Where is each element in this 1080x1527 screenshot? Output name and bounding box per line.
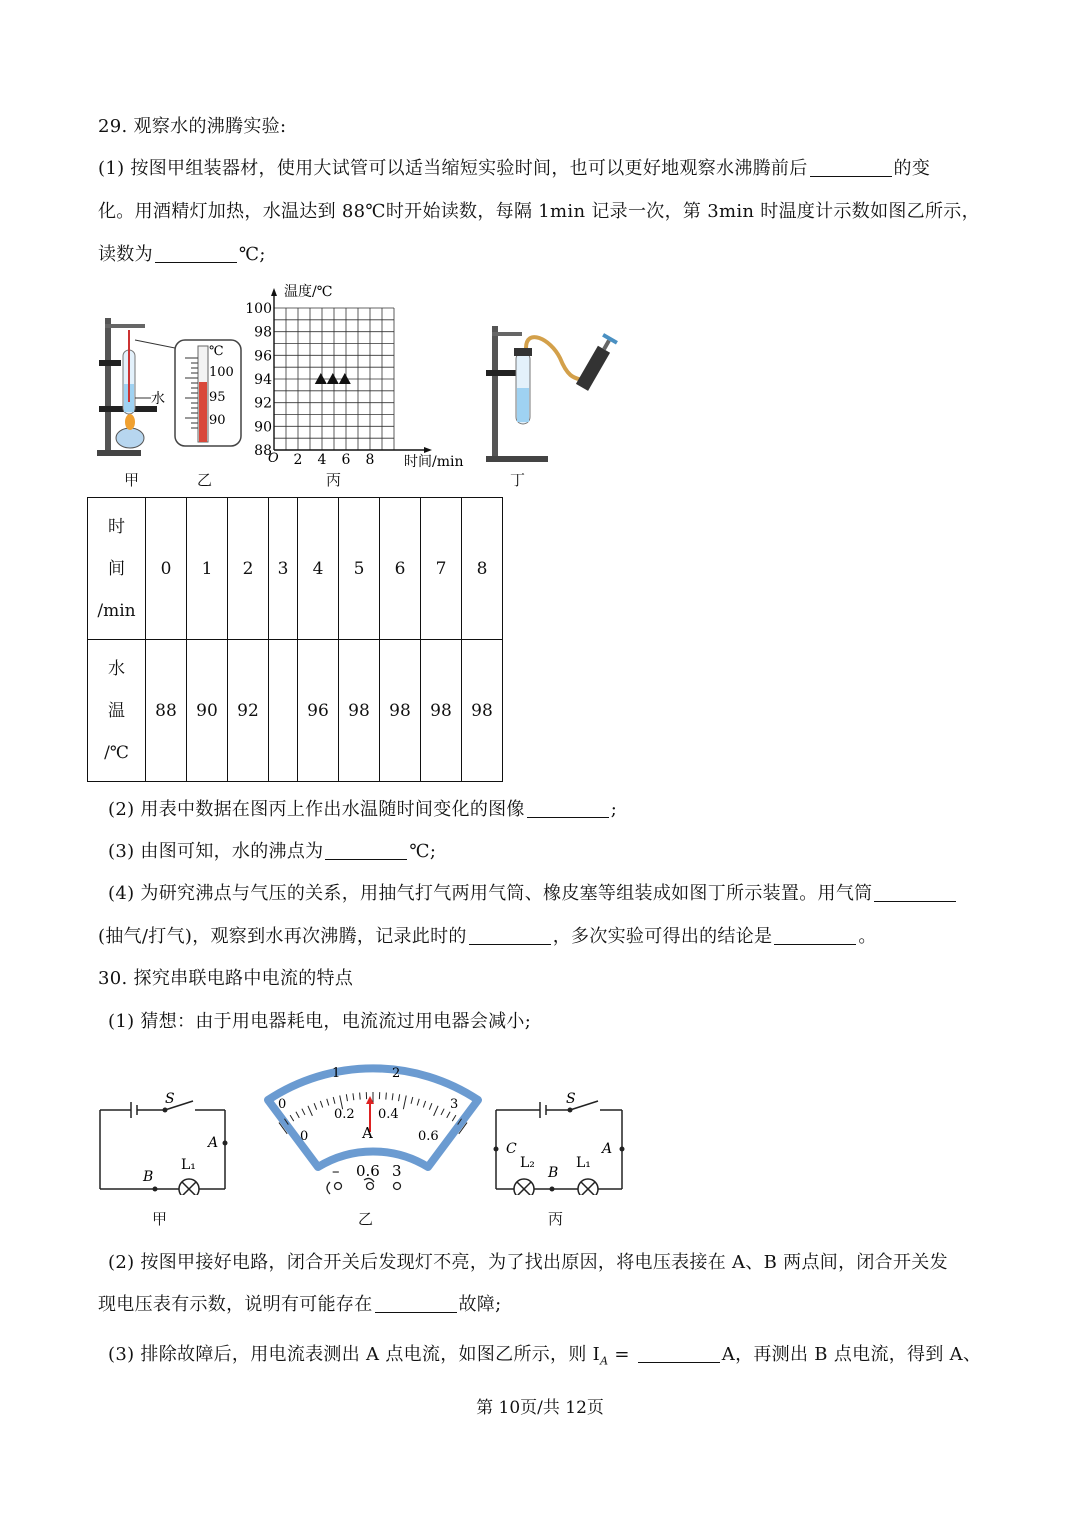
thermometer-tick-95: 95: [209, 390, 226, 405]
graph-x-axis-label: 时间/min: [404, 454, 464, 470]
q29-part1-text-c-tail: ℃;: [238, 244, 266, 265]
point-b-dot: [153, 1187, 158, 1192]
lamp-icon: [179, 1179, 199, 1195]
q30-figure-label-jia: 甲: [152, 1210, 168, 1228]
terminal-negative-label: –: [332, 1162, 340, 1180]
answer-blank[interactable]: [325, 841, 407, 860]
thermometer-tick-90: 90: [209, 413, 226, 428]
thermometer-tick-100: 100: [209, 365, 234, 380]
thermometer-liquid: [199, 382, 207, 442]
table-cell: 92: [228, 640, 269, 782]
point-c-label: C: [506, 1141, 517, 1157]
table-cell: 7: [421, 498, 462, 640]
switch-pivot: [568, 1108, 573, 1113]
answer-blank[interactable]: [469, 926, 551, 945]
q29-part1-line3: [98, 240, 266, 266]
q29-part1-text-a-tail: 的变: [893, 158, 931, 179]
answer-blank[interactable]: [155, 244, 237, 263]
stand-base: [97, 450, 141, 456]
point-b-label: B: [548, 1165, 559, 1181]
graph-y-tick-labels: [245, 301, 272, 459]
table-cell: 96: [298, 640, 339, 782]
figure-bing-graph: [240, 280, 480, 470]
point-a-label: A: [208, 1135, 219, 1151]
ammeter-unit: A: [362, 1124, 373, 1142]
q30-part1: (1) 猜想：由于用电器耗电，电流流过用电器会减小;: [108, 1011, 532, 1032]
table-cell: 4: [298, 498, 339, 640]
switch-label: S: [165, 1091, 175, 1107]
flame: [125, 414, 135, 430]
table-cell: 1: [187, 498, 228, 640]
x-tick-label: 2: [293, 452, 303, 468]
graph-data-points: [315, 373, 351, 384]
water-label: 水: [151, 391, 165, 407]
y-tick-label: 94: [254, 372, 272, 388]
point-a-dot: [620, 1147, 625, 1152]
y-tick-label: 92: [254, 395, 272, 412]
lower-scale-0.2: 0.2: [334, 1107, 355, 1122]
data-point-triangle: [327, 373, 339, 384]
ammeter-tick: [386, 1093, 387, 1100]
water: [517, 388, 529, 422]
lamp-label: L₁: [181, 1157, 196, 1173]
answer-blank[interactable]: [774, 926, 856, 945]
table-row-temperature: [88, 640, 503, 782]
y-tick-label: 98: [254, 324, 272, 341]
stand-rod: [492, 326, 498, 461]
rubber-hose: [526, 337, 582, 380]
table-cell: 98: [421, 640, 462, 782]
lamp2-label: L₂: [520, 1155, 535, 1171]
thermometer-unit: ℃: [209, 344, 224, 359]
q30-figure-label-bing: 丙: [548, 1210, 564, 1228]
x-tick-label: 6: [341, 452, 351, 468]
table-header-temperature: 水 温 /℃: [88, 640, 146, 782]
graph-x-tick-labels: [294, 452, 375, 468]
q29-part2: (2) 用表中数据在图丙上作出水温随时间变化的图像 ;: [108, 799, 618, 820]
answer-blank[interactable]: [810, 158, 892, 177]
figure-ding-pump: [480, 318, 620, 468]
table-cell: 0: [146, 498, 187, 640]
answer-blank[interactable]: [375, 1294, 457, 1313]
upper-scale-0: 0: [278, 1097, 287, 1112]
table-cell: 98: [462, 640, 503, 782]
x-tick-label: 8: [365, 452, 375, 468]
table-cell: 5: [339, 498, 380, 640]
y-tick-label: 100: [245, 301, 272, 317]
figure-bing-circuit: [490, 1085, 630, 1195]
q30-part3: (3) 排除故障后，用电流表测出 A 点电流，如图乙所示，则 $I_A = A$，再测出 B 点电流，得到 A、: [108, 1344, 982, 1368]
figure-jia-apparatus: [95, 310, 175, 460]
q29-part1-line2: 化。用酒精灯加热，水温达到 88℃时开始读数，每隔 1min 记录一次，第 3min 时温度计示数如图乙所示，: [98, 201, 980, 222]
q29-part3: (3) 由图可知，水的沸点为 ℃;: [108, 841, 437, 862]
figure-yi-ammeter: [258, 1052, 488, 1202]
data-point-triangle: [339, 373, 351, 384]
y-tick-label: 90: [254, 419, 272, 436]
table-cell: 90: [187, 640, 228, 782]
figure-jia-circuit: [95, 1085, 235, 1195]
table-cell: 98: [380, 640, 421, 782]
figure-label-ding: 丁: [510, 471, 526, 489]
figure-label-bing: 丙: [326, 471, 342, 489]
stand-rod: [105, 318, 111, 453]
graph-origin-label: O: [268, 451, 279, 466]
ammeter-tick: [360, 1093, 361, 1100]
circuit-wires: [100, 1101, 225, 1189]
table-cell: 6: [380, 498, 421, 640]
lower-scale-0: 0: [300, 1129, 309, 1144]
point-b-label: B: [143, 1169, 154, 1185]
lower-scale-0.4: 0.4: [378, 1107, 399, 1122]
q30-part2-line1: (2) 按图甲接好电路，闭合开关后发现灯不亮，为了找出原因，将电压表接在 A、B 两点间，闭合开关发: [108, 1252, 948, 1273]
graph-y-axis-label: 温度/℃: [284, 284, 333, 300]
terminal-3-label: 3: [392, 1162, 402, 1180]
table-cell: 3: [269, 498, 298, 640]
lower-scale-0.6: 0.6: [418, 1129, 439, 1144]
terminal-icons: [327, 1178, 401, 1194]
switch-label: S: [566, 1091, 576, 1107]
leader-line: [135, 340, 175, 348]
figure-yi-thermometer: [173, 338, 245, 450]
q30-part2-line2: 现电压表有示数，说明有可能存在 故障;: [98, 1294, 502, 1315]
stand-base: [486, 456, 548, 462]
table-cell: 88: [146, 640, 187, 782]
lamp1-label: L₁: [576, 1155, 591, 1171]
q30-figure-label-yi: 乙: [358, 1210, 374, 1228]
upper-scale-1: 1: [332, 1066, 341, 1081]
data-table: [87, 497, 503, 782]
q29-part4-line2: (抽气/打气)，观察到水再次沸腾，记录此时的 ，多次实验可得出的结论是 。: [98, 926, 877, 947]
clamp-arm: [492, 332, 522, 336]
y-axis-arrow: [271, 288, 277, 296]
lamp-icon: [514, 1179, 534, 1195]
alcohol-lamp: [116, 428, 144, 448]
q30-title: 30. 探究串联电路中电流的特点: [98, 968, 354, 989]
clamp: [486, 370, 516, 376]
point-a-dot: [223, 1141, 228, 1146]
upper-scale-2: 2: [392, 1066, 401, 1081]
point-b-dot: [550, 1187, 555, 1192]
table-cell: 8: [462, 498, 503, 640]
table-cell: 98: [339, 640, 380, 782]
table-cell: [269, 640, 298, 782]
q29-part1-text-c: 读数为: [98, 244, 153, 265]
answer-blank[interactable]: [638, 1344, 720, 1363]
y-tick-label: 88: [254, 443, 272, 459]
graph-axes: [271, 288, 432, 453]
table-header-time: 时 间 /min: [88, 498, 146, 640]
rubber-stopper: [514, 348, 532, 356]
x-axis-arrow: [424, 447, 432, 453]
q29-part1-text-a: (1) 按图甲组装器材，使用大试管可以适当缩短实验时间，也可以更好地观察水沸腾前后: [98, 158, 808, 179]
figure-label-jia: 甲: [124, 471, 140, 489]
point-c-dot: [494, 1147, 499, 1152]
q29-title: 29. 观察水的沸腾实验:: [98, 116, 287, 137]
lamp-icon: [578, 1179, 598, 1195]
answer-blank[interactable]: [874, 883, 956, 902]
page-footer: 第 10页/共 12页: [476, 1398, 604, 1418]
table-row-time: [88, 498, 503, 640]
clamp-arm: [105, 324, 145, 328]
terminal-0.6-label: 0.6: [356, 1162, 380, 1180]
q29-part4-line1: (4) 为研究沸点与气压的关系，用抽气打气两用气筒、橡皮塞等组装成如图丁所示装置。用气筒: [108, 879, 958, 905]
switch-pivot: [163, 1108, 168, 1113]
answer-blank[interactable]: [527, 799, 609, 818]
q29-part1-line1: [98, 154, 930, 180]
data-point-triangle: [315, 373, 327, 384]
table-cell: 2: [228, 498, 269, 640]
y-tick-label: 96: [254, 348, 272, 365]
clamp: [99, 360, 121, 366]
x-tick-label: 4: [317, 452, 327, 468]
upper-scale-3: 3: [450, 1097, 459, 1112]
air-pump: [575, 333, 618, 391]
figure-label-yi: 乙: [197, 471, 213, 489]
point-a-label: A: [602, 1141, 613, 1157]
